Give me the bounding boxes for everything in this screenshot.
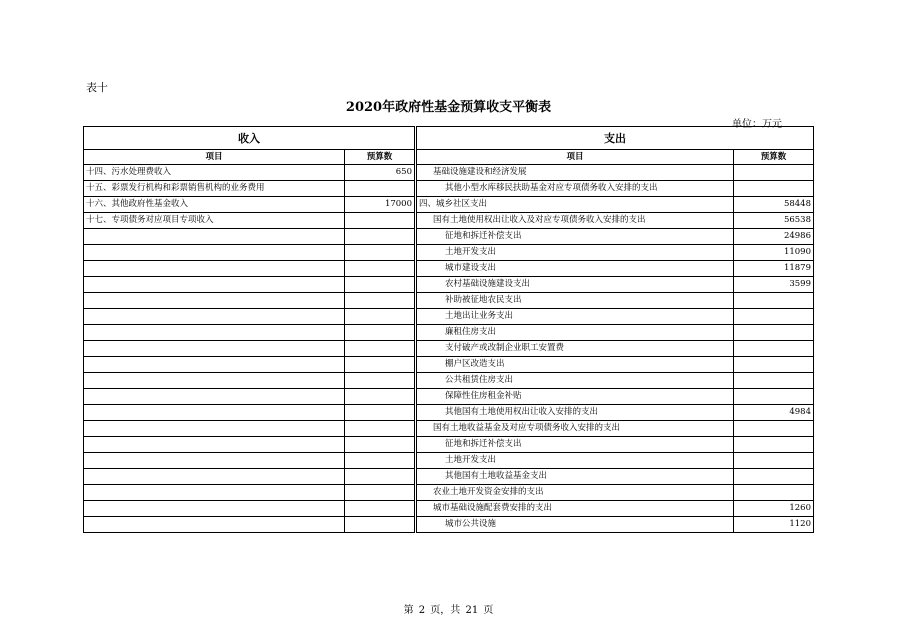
expense-amount-cell (734, 389, 814, 405)
income-amount-cell (345, 261, 415, 277)
income-amount-cell (345, 453, 415, 469)
expense-item-cell: 其他小型水库移民扶助基金对应专项债务收入安排的支出 (417, 181, 734, 197)
expense-item-cell: 保障性住房租金补贴 (417, 389, 734, 405)
page-footer (0, 601, 897, 616)
table-row (84, 325, 814, 341)
income-amount-header: 预算数 (345, 150, 415, 165)
table-row (84, 485, 814, 501)
income-amount-cell (345, 405, 415, 421)
table-row (84, 421, 814, 437)
expense-amount-cell: 4984 (734, 405, 814, 421)
page-suffix: 页 (483, 605, 494, 616)
page-prefix: 第 (403, 605, 414, 616)
income-amount-cell (345, 517, 415, 533)
income-item-cell (84, 485, 345, 501)
income-amount-cell (345, 485, 415, 501)
table-row (84, 245, 814, 261)
expense-amount-cell: 1120 (734, 517, 814, 533)
expense-amount-cell (734, 453, 814, 469)
income-item-cell (84, 325, 345, 341)
unit-label: 单位：万元 (732, 119, 782, 130)
income-amount-cell (345, 357, 415, 373)
expense-amount-cell (734, 181, 814, 197)
income-amount-cell (345, 293, 415, 309)
income-item-header: 项目 (84, 150, 345, 165)
income-item-cell (84, 501, 345, 517)
table-row (84, 261, 814, 277)
income-amount-cell (345, 229, 415, 245)
expense-amount-cell (734, 293, 814, 309)
expense-amount-cell (734, 341, 814, 357)
expense-item-cell: 支付破产或改制企业职工安置费 (417, 341, 734, 357)
table-row (84, 277, 814, 293)
table-row (84, 469, 814, 485)
income-amount-cell (345, 389, 415, 405)
income-amount-cell (345, 309, 415, 325)
expense-amount-cell (734, 325, 814, 341)
table-row (84, 165, 814, 181)
table-number: 表十 (86, 81, 108, 94)
expense-item-cell: 公共租赁住房支出 (417, 373, 734, 389)
expense-item-cell: 其他国有土地使用权出让收入安排的支出 (417, 405, 734, 421)
income-amount-cell (345, 181, 415, 197)
expense-item-cell: 征地和拆迁补偿支出 (417, 229, 734, 245)
income-amount-cell: 650 (345, 165, 415, 181)
expense-amount-cell: 11879 (734, 261, 814, 277)
income-item-cell (84, 341, 345, 357)
expense-amount-cell: 11090 (734, 245, 814, 261)
expense-amount-header: 预算数 (734, 150, 814, 165)
income-item-cell (84, 277, 345, 293)
income-amount-cell (345, 245, 415, 261)
page-mid: 页，共 (430, 605, 461, 616)
expense-amount-cell: 24986 (734, 229, 814, 245)
expense-item-cell: 补助被征地农民支出 (417, 293, 734, 309)
income-item-cell: 十五、彩票发行机构和彩票销售机构的业务费用 (84, 181, 345, 197)
income-item-cell (84, 373, 345, 389)
income-item-cell (84, 437, 345, 453)
page-total: 21 (465, 605, 479, 616)
expense-amount-cell (734, 485, 814, 501)
expense-item-cell: 土地开发支出 (417, 453, 734, 469)
expense-item-cell: 廉租住房支出 (417, 325, 734, 341)
expense-item-header: 项目 (417, 150, 734, 165)
expense-amount-cell: 56538 (734, 213, 814, 229)
expense-item-cell: 棚户区改造支出 (417, 357, 734, 373)
income-amount-cell (345, 341, 415, 357)
income-amount-cell (345, 373, 415, 389)
income-item-cell: 十四、污水处理费收入 (84, 165, 345, 181)
table-row (84, 357, 814, 373)
expense-item-cell: 国有土地使用权出让收入及对应专项债务收入安排的支出 (417, 213, 734, 229)
income-item-cell (84, 405, 345, 421)
table-header-sub (84, 150, 814, 165)
table-row (84, 453, 814, 469)
table-row (84, 389, 814, 405)
table-row (84, 181, 814, 197)
expense-item-cell: 基础设施建设和经济发展 (417, 165, 734, 181)
page-current: 2 (418, 605, 426, 616)
expense-item-cell: 征地和拆迁补偿支出 (417, 437, 734, 453)
expense-amount-cell (734, 437, 814, 453)
table-row (84, 341, 814, 357)
income-item-cell (84, 453, 345, 469)
table-row (84, 501, 814, 517)
table-row (84, 517, 814, 533)
table-header-main (84, 127, 814, 150)
table-row (84, 293, 814, 309)
income-amount-cell (345, 469, 415, 485)
expense-amount-cell (734, 469, 814, 485)
income-item-cell (84, 421, 345, 437)
expense-item-cell: 土地开发支出 (417, 245, 734, 261)
table-row (84, 373, 814, 389)
expense-amount-cell (734, 165, 814, 181)
income-amount-cell (345, 213, 415, 229)
income-item-cell (84, 389, 345, 405)
budget-table (83, 126, 814, 533)
expense-amount-cell: 3599 (734, 277, 814, 293)
income-item-cell (84, 245, 345, 261)
table-row (84, 229, 814, 245)
income-item-cell (84, 309, 345, 325)
income-item-cell (84, 261, 345, 277)
income-item-cell: 十六、其他政府性基金收入 (84, 197, 345, 213)
expense-item-cell: 城市基础设施配套费安排的支出 (417, 501, 734, 517)
expense-item-cell: 土地出让业务支出 (417, 309, 734, 325)
expense-amount-cell (734, 373, 814, 389)
expense-item-cell: 农村基础设施建设支出 (417, 277, 734, 293)
table-row (84, 405, 814, 421)
income-header: 收入 (84, 127, 415, 150)
table-row (84, 213, 814, 229)
expense-amount-cell (734, 309, 814, 325)
expense-item-cell: 城市公共设施 (417, 517, 734, 533)
expense-item-cell: 城市建设支出 (417, 261, 734, 277)
income-item-cell (84, 469, 345, 485)
expense-amount-cell: 1260 (734, 501, 814, 517)
expense-amount-cell (734, 357, 814, 373)
income-item-cell (84, 517, 345, 533)
income-item-cell (84, 229, 345, 245)
page-title: 2020年政府性基金预算收支平衡表 (345, 100, 552, 115)
table-row (84, 309, 814, 325)
income-amount-cell (345, 501, 415, 517)
expense-item-cell: 四、城乡社区支出 (417, 197, 734, 213)
expense-item-cell: 农业土地开发资金安排的支出 (417, 485, 734, 501)
income-amount-cell (345, 277, 415, 293)
expense-amount-cell (734, 421, 814, 437)
income-item-cell (84, 293, 345, 309)
income-amount-cell (345, 437, 415, 453)
income-item-cell (84, 357, 345, 373)
expense-header: 支出 (417, 127, 814, 150)
expense-item-cell: 其他国有土地收益基金支出 (417, 469, 734, 485)
expense-item-cell: 国有土地收益基金及对应专项债务收入安排的支出 (417, 421, 734, 437)
income-amount-cell: 17000 (345, 197, 415, 213)
table-row (84, 437, 814, 453)
income-item-cell: 十七、专项债务对应项目专项收入 (84, 213, 345, 229)
income-amount-cell (345, 421, 415, 437)
expense-amount-cell: 58448 (734, 197, 814, 213)
table-row (84, 197, 814, 213)
income-amount-cell (345, 325, 415, 341)
